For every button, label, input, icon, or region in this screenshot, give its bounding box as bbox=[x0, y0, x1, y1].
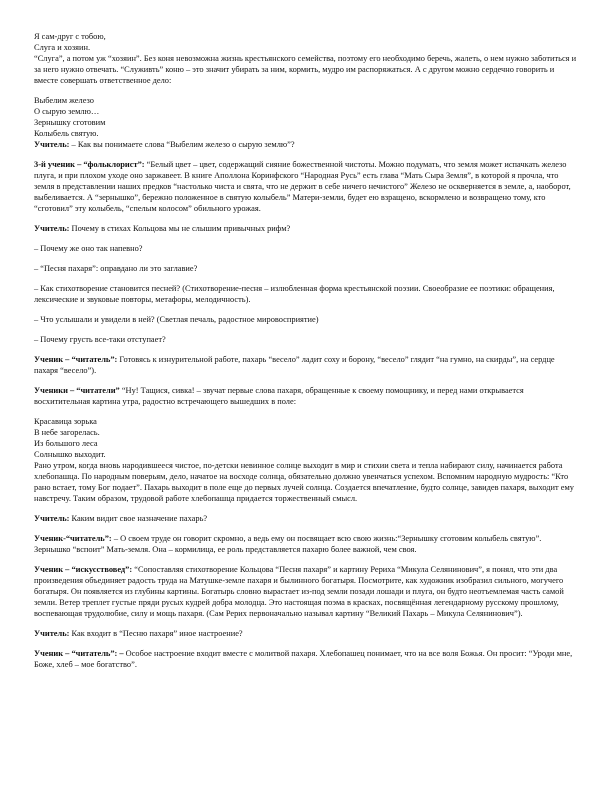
paragraph: Учитель: Почему в стихах Кольцова мы не слышим привычных рифм? bbox=[34, 224, 291, 233]
speaker-label: Учитель: bbox=[34, 514, 70, 523]
paragraph: Учитель: Каким видит свое назначение пахарь? bbox=[34, 514, 208, 523]
speaker-label: 3-й ученик – “фольклорист”: bbox=[34, 160, 145, 169]
paragraph: Ученики – “читатели” “Ну! Тащися, сивка! – звучат первые слова пахаря, обращенные к своему помощнику, и перед нами открывается восхитительная картина утра, радостно встречающего вышедших в поле: bbox=[34, 386, 524, 406]
verse-line: Из большого леса bbox=[34, 439, 98, 448]
verse-line: Красавица зорька bbox=[34, 417, 97, 426]
speaker-label: Ученики – “читатели” bbox=[34, 386, 120, 395]
speaker-label: Учитель: bbox=[34, 224, 70, 233]
paragraph: 3-й ученик – “фольклорист”: “Белый цвет – цвет, содержащий сияние божественной чистоты. Можно подумать, что земля может испачкать железо плуга, и при плохом уходе оно заржавеет. В книге Аполлона Коринфского “Народная Русь” есть глава “Мать Сыра Земля”, в которой я прочла, что земля в представлении наших предков “настолько чиста и свята, что не держит в себе ничего нечистого” Железо не оскверняется в земле, а, наоборот, выбеливается. А “зернышко”, бережно положенное в святую колыбель” Матери-земли, будет ею взращено, вскормлено и возвращено тому, кто “сготовил” эту колыбель, “спелым колосом” обильного урожая. bbox=[34, 160, 571, 213]
verse-line: Слуга и хозяин. bbox=[34, 43, 91, 52]
verse-line: О сырую землю… bbox=[34, 107, 100, 116]
paragraph: – Почему же оно так напевно? bbox=[34, 244, 143, 253]
paragraph: Учитель: – Как вы понимаете слова “Выбелим железо о сырую землю”? bbox=[34, 140, 295, 149]
verse-line: Я сам-друг с тобою, bbox=[34, 32, 106, 41]
paragraph: Ученик – “читатель”: – Особое настроение входит вместе с молитвой пахаря. Хлебопашец понимает, что на все воля Божья. Он просит: “Уроди мне, Боже, хлеб – мое богатство”. bbox=[34, 649, 573, 669]
verse-line: Зернышку сготовим bbox=[34, 118, 106, 127]
paragraph: Рано утром, когда вновь народившееся чистое, по-детски невинное солнце выходит в мир и стихии света и тепла набирают силу, начинается работа хлебопашца. По народным поверьям, дело, начатое на восходе солнца, обязательно должно увенчаться успехом. Вспомним народную мудрость: “Кто рано встает, тому Бог подает”. Пахарь выходит в поле еще до первых лучей солнца. Создается впечатление, будто солнце, завидев пахаря, выходит ему навстречу. Таким образом, трудовой работе хлебопашца придается торжественный смысл. bbox=[34, 461, 574, 503]
speaker-label: Учитель: bbox=[34, 140, 70, 149]
speaker-label: Ученик-“читатель”: bbox=[34, 534, 112, 543]
paragraph: “Слуга”, а потом уж “хозяин”. Без коня невозможна жизнь крестьянского семейства, поэтому его необходимо беречь, жалеть, о нем нужно заботиться и за него нужно отвечать. “Служивть” коню – это значит убирать за ним, кормить, мудро им распоряжаться. А с другом можно сердечно говорить и вместе совершать ответственное дело: bbox=[34, 54, 577, 85]
paragraph: Ученик-“читатель”: – О своем труде он говорит скромно, а ведь ему он посвящает всю свою жизнь:“Зернышку сготовим колыбель святую”. Зернышко “вспоит” Мать-земля. Она – кормилица, ее роль представляется пахарю более важной, чем своя. bbox=[34, 534, 542, 554]
speaker-label: Ученик – “читатель”: – bbox=[34, 649, 124, 658]
paragraph: Ученик – “читатель”: Готовясь к изнурительной работе, пахарь “весело” ладит соху и борону, “весело” глядит “на гумно, на скирды”, на сердце пахаря “весело”). bbox=[34, 355, 555, 375]
paragraph: Учитель: Как входит в “Песню пахаря” иное настроение? bbox=[34, 629, 243, 638]
paragraph: – “Песня пахаря”: оправдано ли это заглавие? bbox=[34, 264, 198, 273]
verse-line: В небе загорелась. bbox=[34, 428, 100, 437]
verse-block bbox=[34, 31, 578, 53]
paragraph: – Почему грусть все-таки отступает? bbox=[34, 335, 166, 344]
paragraph: – Что услышали и увидели в ней? (Светлая печаль, радостное мировосприятие) bbox=[34, 315, 319, 324]
paragraph: – Как стихотворение становится песней? (Стихотворение-песня – излюбленная форма крестьянской поэзии. Своеобразие ее поэтики: обращения, лексические и звуковые повторы, метафоры, мелодичность). bbox=[34, 284, 555, 304]
verse-line: Солнышко выходит. bbox=[34, 450, 106, 459]
speaker-label: Ученик – “искусствовед”: bbox=[34, 565, 133, 574]
verse-line: Колыбель святую. bbox=[34, 129, 99, 138]
speaker-label: Учитель: bbox=[34, 629, 70, 638]
verse-block bbox=[34, 95, 578, 139]
paragraph: Ученик – “искусствовед”: “Сопоставляя стихотворение Кольцова “Песня пахаря” и картину Рериха “Микула Селянинович”, я понял, что эти два произведения объединяет радость труда на Матушке-земле пахаря и былинного богатыря. Посмотрите, как художник изобразил сильного, могучего богатыря. Он появляется из глубины картины. Богатырь словно вырастает из-под земли позади лошади и плуга, он будто неотъемлемая часть самой земли. Ветер треплет густые пряди русых кудрей добра молодца. Это настоящая поэма в красках, посвящённая легендарному русскому прошлому, воспевающая трудолюбие, силу и мощь пахаря. (Сам Рерих первоначально называл картину “Великий Пахарь – Микула Селянинович”). bbox=[34, 565, 564, 618]
verse-block bbox=[34, 416, 578, 460]
speaker-label: Ученик – “читатель”: bbox=[34, 355, 118, 364]
verse-line: Выбелим железо bbox=[34, 96, 94, 105]
